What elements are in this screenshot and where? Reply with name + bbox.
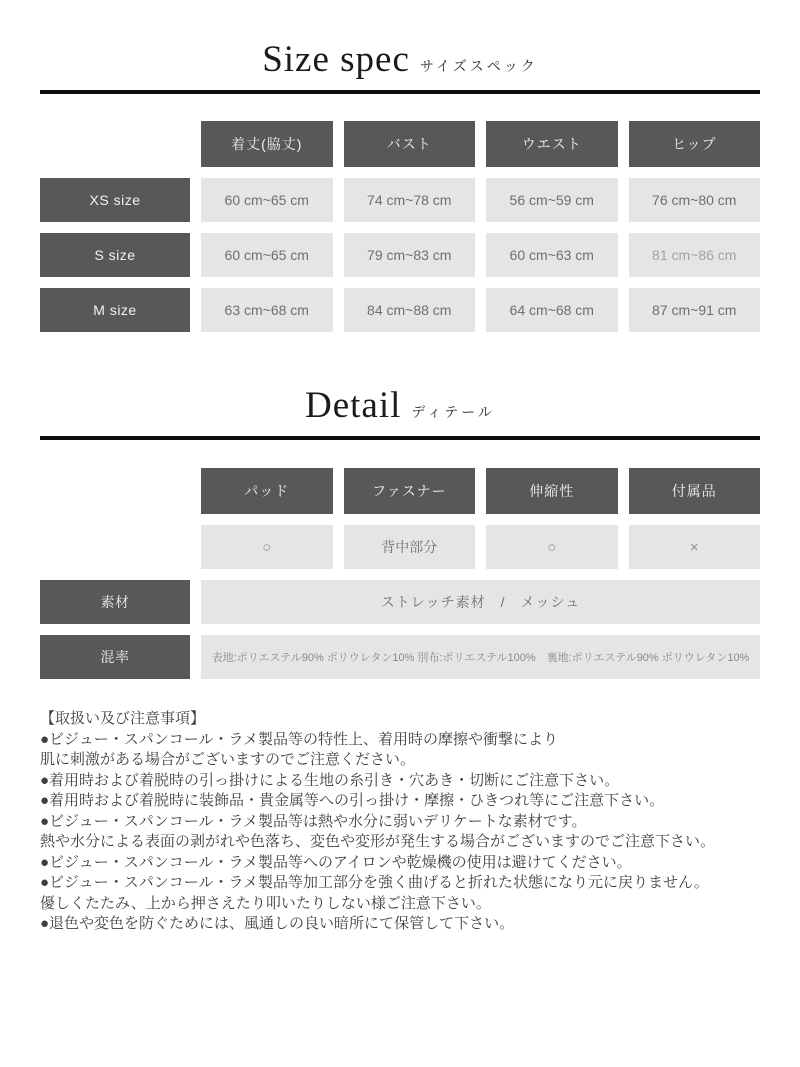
detail-divider [40, 436, 760, 440]
size-cell-s-bust: 79 cm~83 cm [344, 233, 476, 277]
detail-title-en: Detail [304, 385, 402, 426]
size-row-label-s: S size [40, 233, 190, 277]
size-row-label-m: M size [40, 288, 190, 332]
size-col-bust: バスト [344, 121, 476, 167]
detail-value-stretch: ○ [486, 525, 618, 569]
size-spec-divider [40, 90, 760, 94]
size-cell-xs-length: 60 cm~65 cm [201, 178, 333, 222]
material-value: ストレッチ素材 / メッシュ [201, 580, 760, 624]
detail-value-pad: ○ [201, 525, 333, 569]
detail-value-row-spacer [40, 525, 190, 569]
care-notes [40, 709, 760, 935]
size-cell-xs-bust: 74 cm~78 cm [344, 178, 476, 222]
size-cell-s-length: 60 cm~65 cm [201, 233, 333, 277]
size-spec-title-ja: サイズスペック [419, 60, 538, 75]
detail-col-pad: パッド [201, 468, 333, 514]
detail-section [0, 384, 800, 679]
care-note-line: ●ビジュー・スパンコール・ラメ製品等は熱や水分に弱いデリケートな素材です。 [40, 812, 587, 830]
care-note-line: ●退色や変色を防ぐためには、風通しの良い暗所にて保管して下さい。 [40, 915, 515, 932]
size-cell-xs-waist: 56 cm~59 cm [486, 178, 618, 222]
detail-col-fastener: ファスナー [344, 468, 476, 514]
detail-value-accessory: × [629, 525, 761, 569]
size-cell-xs-hip: 76 cm~80 cm [629, 178, 761, 222]
size-cell-s-hip: 81 cm~86 cm [629, 233, 761, 277]
care-note-line: ●着用時および着脱時の引っ掛けによる生地の糸引き・穴あき・切断にご注意下さい。 [40, 771, 620, 789]
care-note-line: ●着用時および着脱時に装飾品・貴金属等への引っ掛け・摩擦・ひきつれ等にご注意下さい。 [40, 792, 665, 809]
size-cell-m-waist: 64 cm~68 cm [486, 288, 618, 332]
mixture-value: 表地:ポリエステル90% ポリウレタン10% 別布:ポリエステル100% 裏地:ポリエステル90% ポリウレタン10% [201, 635, 760, 679]
care-note-line: 熱や水分による表面の剥がれや色落ち、変色や変形が発生する場合がございますのでご注意下さい。 [40, 833, 716, 850]
detail-title-ja: ディテール [411, 406, 495, 421]
size-col-length: 着丈(脇丈) [201, 121, 333, 167]
size-table [40, 121, 760, 332]
detail-table [40, 468, 760, 679]
size-col-waist: ウエスト [486, 121, 618, 167]
detail-title [0, 384, 800, 427]
size-cell-s-waist: 60 cm~63 cm [486, 233, 618, 277]
care-note-line: 肌に刺激がある場合がございますのでご注意ください。 [40, 751, 416, 768]
size-cell-m-length: 63 cm~68 cm [201, 288, 333, 332]
size-table-corner-spacer [40, 121, 190, 167]
size-spec-section [0, 0, 800, 332]
care-notes-heading: 【取扱い及び注意事項】 [40, 710, 206, 727]
care-note-line: ●ビジュー・スパンコール・ラメ製品等へのアイロンや乾燥機の使用は避けてください。 [40, 853, 632, 871]
size-cell-m-bust: 84 cm~88 cm [344, 288, 476, 332]
care-note-line: 優しくたたみ、上から押さえたり叩いたりしない様ご注意下さい。 [40, 894, 491, 912]
size-row-label-xs: XS size [40, 178, 190, 222]
size-spec-title-en: Size spec [262, 39, 410, 80]
detail-table-corner-spacer [40, 468, 190, 514]
size-col-hip: ヒップ [629, 121, 761, 167]
detail-col-accessory: 付属品 [629, 468, 761, 514]
size-spec-title [0, 38, 800, 81]
size-cell-m-hip: 87 cm~91 cm [629, 288, 761, 332]
care-note-line: ●ビジュー・スパンコール・ラメ製品等の特性上、着用時の摩擦や衝撃により [40, 730, 559, 748]
detail-value-fastener: 背中部分 [344, 525, 476, 569]
material-row-label: 素材 [40, 580, 190, 624]
detail-col-stretch: 伸縮性 [486, 468, 618, 514]
care-note-line: ●ビジュー・スパンコール・ラメ製品等加工部分を強く曲げると折れた状態になり元に戻りません。 [40, 874, 709, 891]
mixture-row-label: 混率 [40, 635, 190, 679]
